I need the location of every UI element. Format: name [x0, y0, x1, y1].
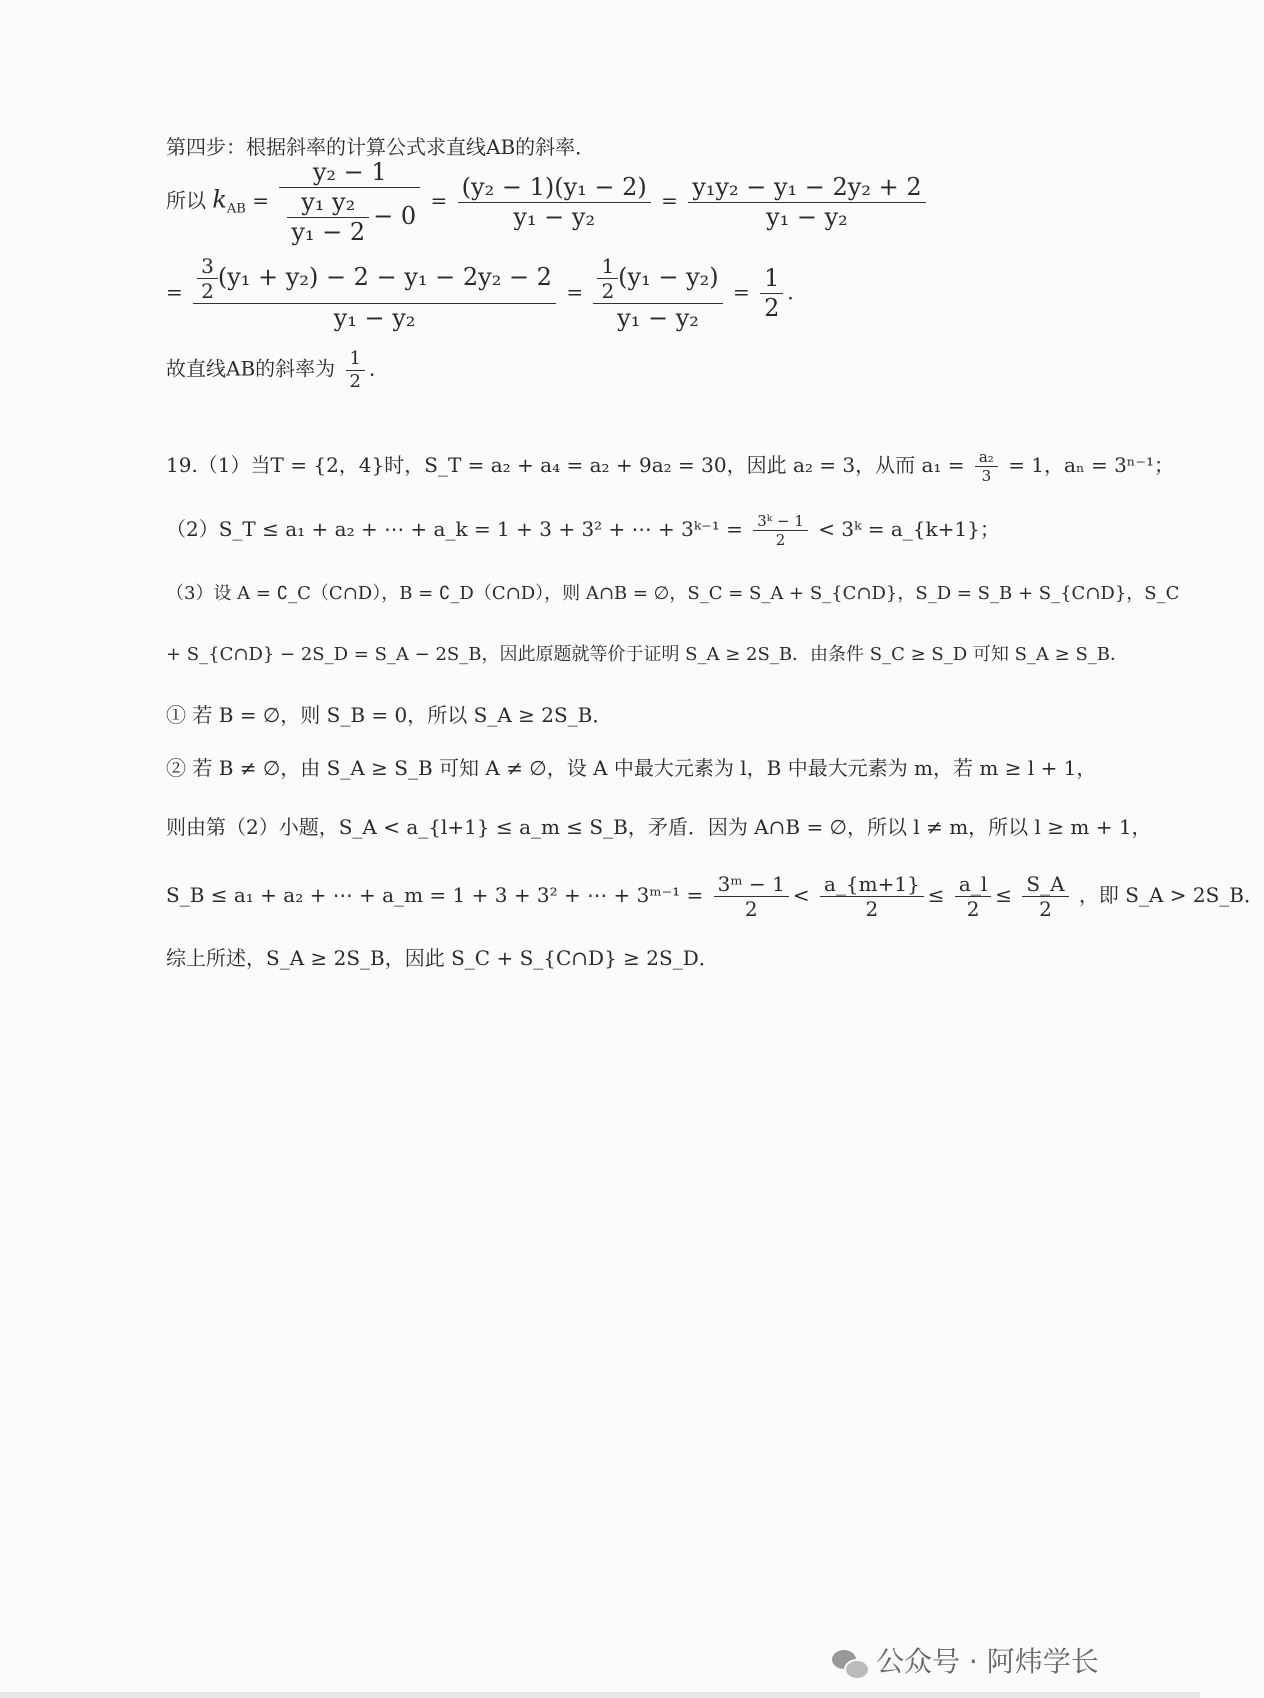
conclusion-fraction: [346, 348, 365, 392]
fraction-3-num: y₁y₂ − y₁ − 2y₂ + 2: [688, 173, 925, 203]
ineq-frac-4: [1022, 872, 1068, 921]
footer-watermark: [832, 1640, 1099, 1680]
q19-part2: [166, 512, 1000, 549]
ineq-head: S_B ≤ a₁ + a₂ + ⋯ + a_m = 1 + 3 + 3² + ⋯ + 3ᵐ⁻¹ =: [166, 883, 704, 907]
ineq-frac-3: [955, 872, 991, 921]
k-symbol: k: [212, 185, 227, 214]
ineq-frac-1: [714, 872, 789, 921]
k-subscript: AB: [226, 201, 246, 217]
q19-part3-line1: （3）设 A = ∁_C（C∩D），B = ∁_D（C∩D），则 A∩B = ∅，S_C = S_A + S_{C∩D}，S_D = S_B + S_{C∩D}，S_C: [166, 583, 1180, 604]
step4-equation-1: 所以 $k_{AB}$ = y₂ − 1 $\frac{\text{y₁ y₂}}{\text{y₁ − 2}}$ − 0 = $\frac{\text{(y₂ − 1)(y₁ − 2)}}{\text{y₁ − y₂}}$ = $\frac{\text{y₁y₂ − y₁ − 2y₂ + 2}}{\text{y₁ − y₂}}$: [166, 158, 930, 246]
q19-part2-fraction: [753, 512, 808, 549]
result-fraction: [760, 264, 783, 323]
ineq-frac-1-num: 3ᵐ − 1: [714, 872, 789, 897]
page-bottom-edge: [0, 1692, 1200, 1698]
fraction-2: [458, 173, 651, 232]
ineq-frac-1-den: 2: [744, 897, 758, 921]
step4-heading: 第四步：根据斜率的计算公式求直线AB的斜率．: [166, 135, 596, 159]
result-num: 1: [760, 264, 783, 294]
ineq-frac-4-num: S_A: [1022, 872, 1068, 897]
result-den: 2: [764, 293, 780, 322]
q19-part2-tail: < 3ᵏ = a_{k+1}；: [818, 517, 1000, 541]
wechat-icon: [832, 1648, 868, 1678]
fraction-5-num: (y₁ − y₂): [618, 263, 719, 291]
ineq-frac-4-den: 2: [1039, 897, 1052, 921]
fraction-4: [193, 254, 556, 333]
q19-case2-continued: 则由第（2）小题，S_A < a_{l+1} ≤ a_m ≤ S_B，矛盾．因为 A∩B = ∅，所以 l ≠ m，所以 l ≥ m + 1，: [166, 815, 1152, 839]
q19-part2-frac-den: 2: [775, 531, 786, 549]
step4-equation-2: = $\frac{3}{2}$ (y₁ + y₂) − 2 − y₁ − 2y₂ − 2 y₁ − y₂ = $\frac{1}{2}$ (y₁ − y₂) y₁ − y₂ = $\frac{1}{2}$ ．: [166, 254, 808, 332]
q19-part1: [166, 448, 1174, 485]
fraction-1-inner-den: y₁ − 2: [291, 217, 366, 246]
q19-part3-line2: + S_{C∩D} − 2S_D = S_A − 2S_B，因此原题就等价于证明 S_A ≥ 2S_B．由条件 S_C ≥ S_D 可知 S_A ≥ S_B．: [166, 644, 1129, 665]
q19-case2: ② 若 B ≠ ∅，由 S_A ≥ S_B 可知 A ≠ ∅，设 A 中最大元素为 l，B 中最大元素为 m，若 m ≥ l + 1，: [166, 756, 1097, 780]
fraction-5: [593, 254, 722, 333]
q19-part1-tail: = 1，aₙ = 3ⁿ⁻¹；: [1008, 453, 1175, 477]
fraction-3: [688, 173, 925, 232]
fraction-2-den: y₁ − y₂: [513, 202, 596, 231]
fraction-4-num: (y₁ + y₂) − 2 − y₁ − 2y₂ − 2: [217, 263, 552, 291]
q19-part1-frac-den: 3: [981, 467, 992, 485]
fraction-4-coef-num: 3: [197, 254, 218, 279]
q19-part1-frac-num: a₂: [975, 448, 998, 467]
conclusion-den: 2: [349, 370, 361, 392]
q19-part1-fraction: [975, 448, 998, 485]
ineq-frac-2: [820, 872, 924, 921]
q19-part2-frac-num: 3ᵏ − 1: [753, 512, 808, 531]
fraction-5-coef: [597, 254, 618, 303]
ineq-frac-2-num: a_{m+1}: [820, 872, 924, 897]
fraction-1-inner-num: y₁ y₂: [287, 188, 369, 218]
ineq-frac-3-num: a_l: [955, 872, 991, 897]
fraction-4-coef-den: 2: [201, 279, 214, 303]
ineq-frac-3-den: 2: [966, 897, 980, 921]
fraction-3-den: y₁ − y₂: [766, 202, 848, 231]
ineq-frac-2-den: 2: [865, 897, 879, 921]
fraction-1: [279, 158, 420, 246]
q19-summary: 综上所述，S_A ≥ 2S_B，因此 S_C + S_{C∩D} ≥ 2S_D．: [166, 946, 719, 970]
q19-case1: ① 若 B = ∅，则 S_B = 0，所以 S_A ≥ 2S_B．: [166, 703, 613, 727]
fraction-5-coef-den: 2: [601, 279, 615, 303]
fraction-1-num: y₂ − 1: [279, 158, 420, 188]
fraction-1-inner: [287, 188, 369, 247]
conclusion-num: 1: [346, 348, 365, 371]
ineq-tail: ，即 S_A > 2S_B．: [1078, 883, 1264, 907]
q19-inequality: S_B ≤ a₁ + a₂ + ⋯ + a_m = 1 + 3 + 3² + ⋯ + 3ᵐ⁻¹ = $\frac{\text{3ᵐ − 1}}{2}$ < $\frac{a\_\{m+1\}}{2}$ ≤ $\frac{a\_l}{2}$ ≤ $\frac{S\_A}{2}$ ，即 S_A > 2S_B．: [166, 872, 1264, 921]
fraction-2-num: (y₂ − 1)(y₁ − 2): [458, 173, 651, 203]
fraction-4-coef: [197, 254, 218, 303]
conclusion-text: 故直线AB的斜率为: [166, 356, 336, 381]
q19-part2-head: （2）S_T ≤ a₁ + a₂ + ⋯ + a_k = 1 + 3 + 3² + ⋯ + 3ᵏ⁻¹ =: [166, 517, 743, 541]
fraction-4-den: y₁ − y₂: [333, 304, 416, 332]
so-label: 所以: [166, 188, 206, 213]
footer-text: 公众号 · 阿炜学长: [876, 1645, 1099, 1678]
fraction-5-coef-num: 1: [597, 254, 618, 279]
step4-conclusion: 故直线AB的斜率为 $\frac{1}{2}$ ．: [166, 348, 389, 392]
fraction-5-den: y₁ − y₂: [617, 304, 699, 332]
q19-part1-text: 19.（1）当T = {2，4}时，S_T = a₂ + a₄ = a₂ + 9a₂ = 30，因此 a₂ = 3，从而 a₁ =: [166, 453, 965, 477]
fraction-1-minus0: − 0: [373, 201, 417, 230]
